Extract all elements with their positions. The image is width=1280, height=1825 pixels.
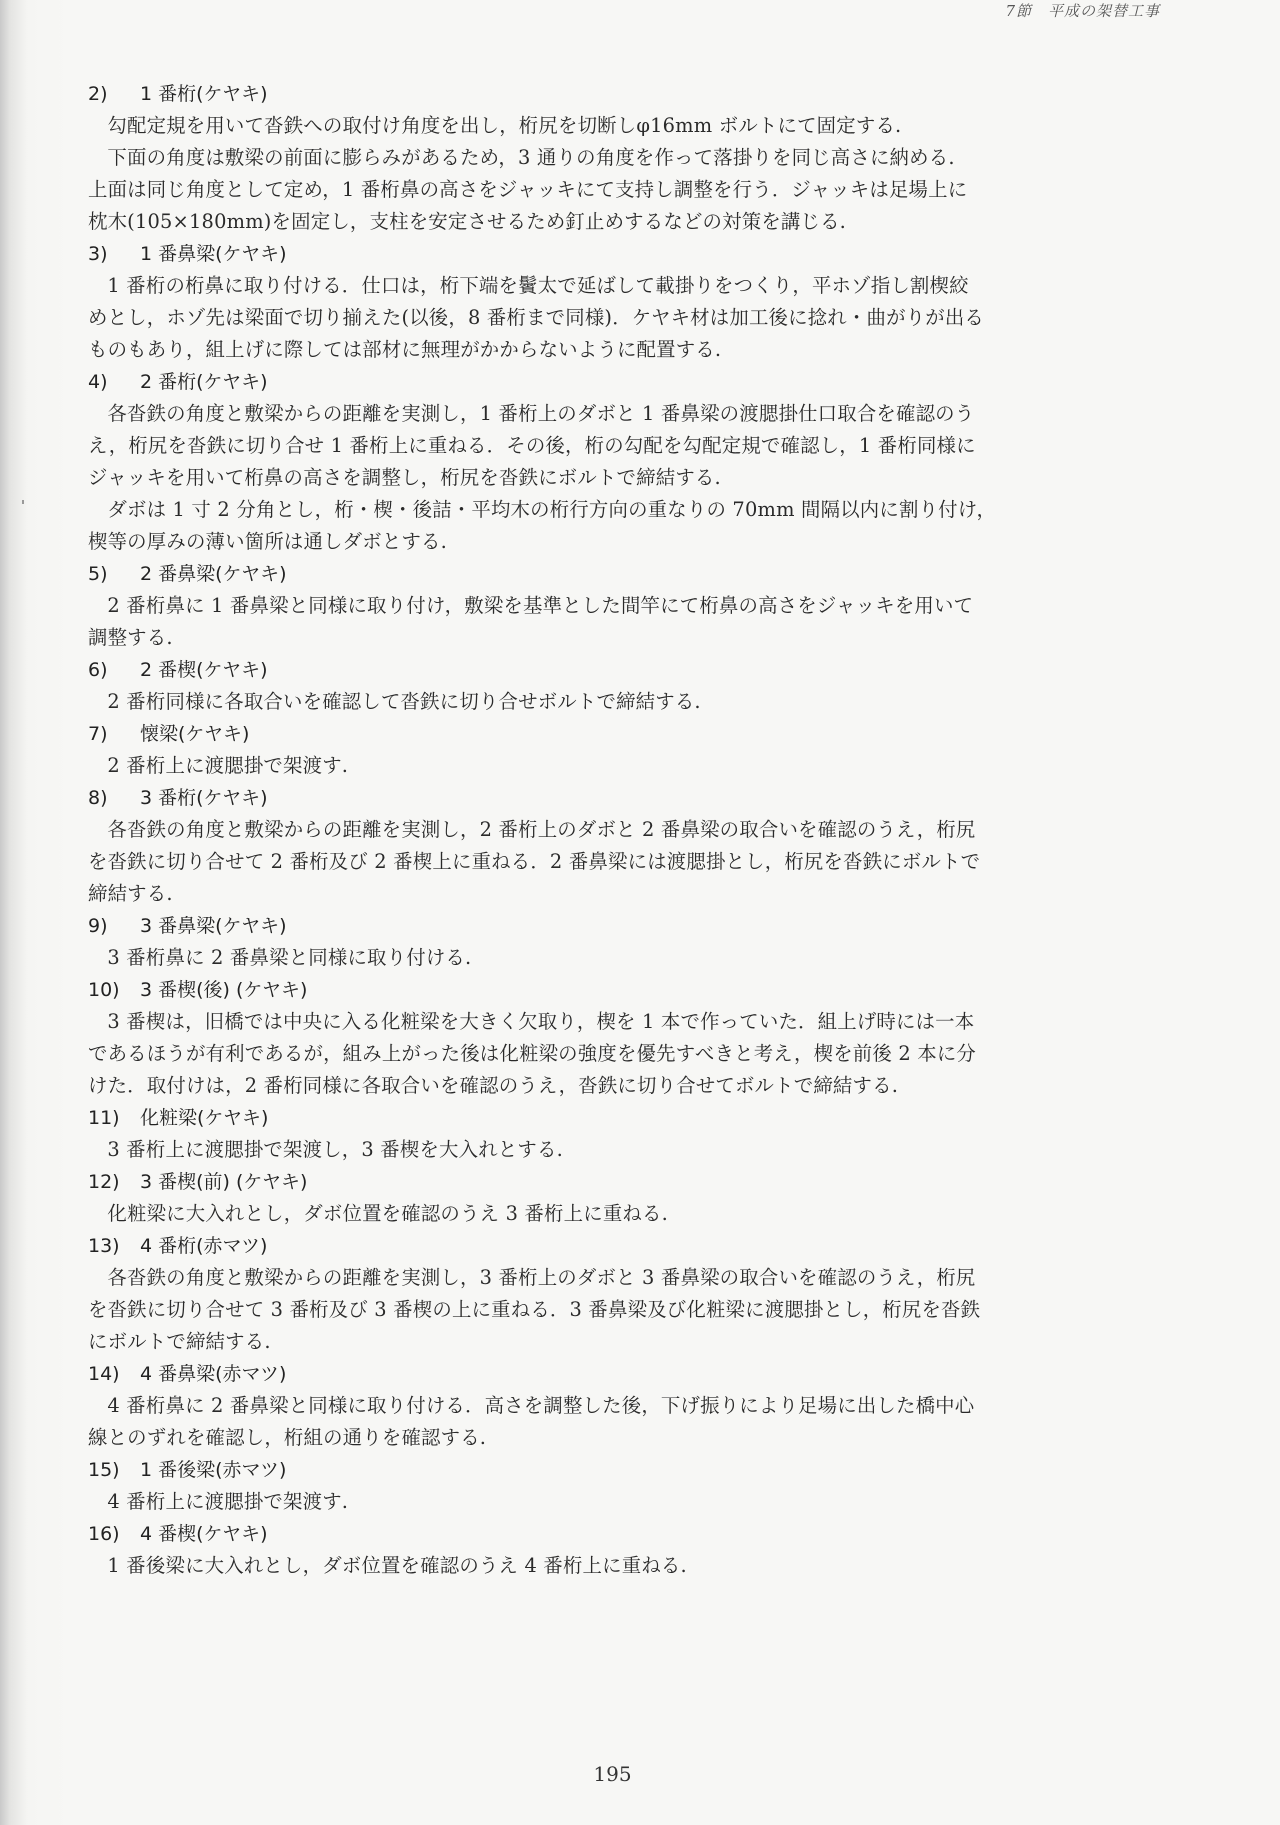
section-paragraph: 2 番桁上に渡腮掛で架渡す.	[107, 754, 349, 777]
section-title: 2 番桁(ケヤキ)	[140, 371, 268, 393]
section-title: 4 番楔(ケヤキ)	[140, 1523, 268, 1545]
section-number: 2)	[88, 83, 108, 105]
section	[88, 1230, 1163, 1358]
section-paragraph: 化粧梁に大入れとし，ダボ位置を確認のうえ 3 番桁上に重ねる.	[107, 1202, 668, 1225]
section	[88, 974, 1163, 1102]
section-title: 3 番桁(ケヤキ)	[140, 787, 268, 809]
section-paragraph: 各沓鉄の角度と敷梁からの距離を実測し，1 番桁上のダボと 1 番鼻梁の渡腮掛仕口取合を確認のう え，桁尻を沓鉄に切り合せ 1 番桁上に重ねる．その後，桁の勾配を勾配定規で確認し，1 番桁同様に ジャッキを用いて桁鼻の高さを調整し，桁尻を沓鉄にボルトで締結する.	[88, 402, 976, 489]
section	[88, 782, 1163, 910]
section-paragraph: 1 番桁の桁鼻に取り付ける．仕口は，桁下端を鬢太で延ばして載掛りをつくり，平ホゾ指し割楔絞 めとし，ホゾ先は梁面で切り揃えた(以後，8 番桁まで同様)．ケヤキ材は加工後に捻れ・曲がりが出る ものもあり，組上げに際しては部材に無理がかからないように配置する.	[88, 274, 985, 361]
section-number: 7)	[88, 723, 108, 745]
section-heading	[88, 718, 1163, 750]
section-title: 2 番楔(ケヤキ)	[140, 659, 268, 681]
section-paragraph: 2 番桁鼻に 1 番鼻梁と同様に取り付け，敷梁を基準とした間竿にて桁鼻の高さをジャッキを用いて 調整する.	[88, 594, 974, 649]
section-number: 4)	[88, 371, 108, 393]
section	[88, 1102, 1163, 1166]
section-heading	[88, 974, 1163, 1006]
section-heading	[88, 782, 1163, 814]
section-paragraph: 4 番桁鼻に 2 番鼻梁と同様に取り付ける．高さを調整した後，下げ振りにより足場に出した橋中心 線とのずれを確認し，桁組の通りを確認する.	[88, 1394, 975, 1449]
section-number: 13)	[88, 1235, 120, 1257]
section-paragraph: 各沓鉄の角度と敷梁からの距離を実測し，3 番桁上のダボと 3 番鼻梁の取合いを確認のうえ，桁尻 を沓鉄に切り合せて 3 番桁及び 3 番楔の上に重ねる．3 番鼻梁及び化粧梁に渡腮掛とし，桁尻を沓鉄 にボルトで締結する.	[88, 1266, 981, 1353]
section-number: 14)	[88, 1363, 120, 1385]
section-heading	[88, 238, 1163, 270]
section-number: 8)	[88, 787, 108, 809]
running-header: 7節 平成の架替工事	[1005, 2, 1160, 20]
section-title: 化粧梁(ケヤキ)	[140, 1107, 269, 1129]
section-number: 6)	[88, 659, 108, 681]
section-title: 4 番鼻梁(赤マツ)	[140, 1363, 287, 1385]
section-number: 12)	[88, 1171, 120, 1193]
section-number: 15)	[88, 1459, 120, 1481]
scan-speck	[22, 500, 24, 504]
section-heading	[88, 654, 1163, 686]
section-number: 5)	[88, 563, 108, 585]
section-heading	[88, 1230, 1163, 1262]
section-title: 3 番楔(後) (ケヤキ)	[140, 979, 308, 1001]
section-paragraph: 2 番桁同様に各取合いを確認して沓鉄に切り合せボルトで締結する.	[107, 690, 701, 713]
section-number: 10)	[88, 979, 120, 1001]
section-heading	[88, 1454, 1163, 1486]
section	[88, 78, 1163, 238]
section	[88, 1166, 1163, 1230]
section-heading	[88, 1358, 1163, 1390]
section-paragraph: 4 番桁上に渡腮掛で架渡す.	[107, 1490, 349, 1513]
page-body	[88, 78, 1163, 1582]
section-heading	[88, 558, 1163, 590]
section-heading	[88, 910, 1163, 942]
section	[88, 718, 1163, 782]
section-title: 懐梁(ケヤキ)	[140, 723, 250, 745]
section	[88, 1454, 1163, 1518]
section-title: 4 番桁(赤マツ)	[140, 1235, 268, 1257]
section-title: 1 番桁(ケヤキ)	[140, 83, 268, 105]
section-paragraph: 各沓鉄の角度と敷梁からの距離を実測し，2 番桁上のダボと 2 番鼻梁の取合いを確認のうえ，桁尻 を沓鉄に切り合せて 2 番桁及び 2 番楔上に重ねる．2 番鼻梁には渡腮掛とし，桁尻を沓鉄にボルトで 締結する.	[88, 818, 981, 905]
section-paragraph: ダボは 1 寸 2 分角とし，桁・楔・後詰・平均木の桁行方向の重なりの 70mm 間隔以内に割り付け， 楔等の厚みの薄い箇所は通しダボとする.	[88, 498, 997, 553]
section-title: 3 番鼻梁(ケヤキ)	[140, 915, 287, 937]
section-heading	[88, 1166, 1163, 1198]
section-title: 1 番後梁(赤マツ)	[140, 1459, 287, 1481]
section-heading	[88, 78, 1163, 110]
page-number: 195	[593, 1762, 632, 1786]
section-number: 11)	[88, 1107, 120, 1129]
section-heading	[88, 1102, 1163, 1134]
section	[88, 910, 1163, 974]
section	[88, 1358, 1163, 1454]
section-paragraph: 1 番後梁に大入れとし，ダボ位置を確認のうえ 4 番桁上に重ねる.	[107, 1554, 687, 1577]
section	[88, 654, 1163, 718]
section	[88, 1518, 1163, 1582]
section	[88, 366, 1163, 558]
section-number: 3)	[88, 243, 108, 265]
section-title: 3 番楔(前) (ケヤキ)	[140, 1171, 308, 1193]
section-paragraph: 3 番桁上に渡腮掛で架渡し，3 番楔を大入れとする.	[107, 1138, 563, 1161]
section-heading	[88, 1518, 1163, 1550]
section-heading	[88, 366, 1163, 398]
section-title: 2 番鼻梁(ケヤキ)	[140, 563, 287, 585]
section-number: 9)	[88, 915, 108, 937]
section	[88, 238, 1163, 366]
section-paragraph: 勾配定規を用いて沓鉄への取付け角度を出し，桁尻を切断しφ16mm ボルトにて固定する.	[107, 114, 902, 137]
section-paragraph: 3 番楔は，旧橋では中央に入る化粧梁を大きく欠取り，楔を 1 本で作っていた．組上げ時には一本 であるほうが有利であるが，組み上がった後は化粧梁の強度を優先すべきと考え，楔を前後 2 本に分 けた．取付けは，2 番桁同様に各取合いを確認のうえ，沓鉄に切り合せてボルトで締結する.	[88, 1010, 977, 1097]
section-title: 1 番鼻梁(ケヤキ)	[140, 243, 287, 265]
section-paragraph: 下面の角度は敷梁の前面に膨らみがあるため，3 通りの角度を作って落掛りを同じ高さに納める. 上面は同じ角度として定め，1 番桁鼻の高さをジャッキにて支持し調整を行う．ジャッキは足場上に 枕木(105×180mm)を固定し，支柱を安定させるため釘止めするなどの対策を講じる.	[88, 146, 968, 233]
section-number: 16)	[88, 1523, 120, 1545]
section	[88, 558, 1163, 654]
section-paragraph: 3 番桁鼻に 2 番鼻梁と同様に取り付ける.	[107, 946, 472, 969]
